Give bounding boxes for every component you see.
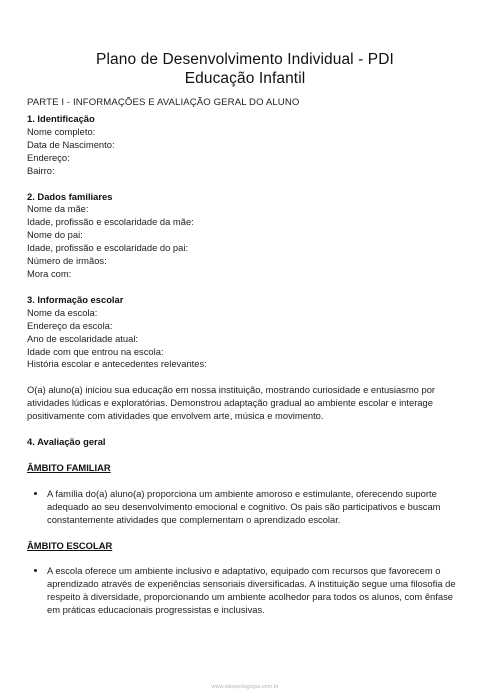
subheading-ambito-familiar: ÂMBITO FAMILIAR: [27, 461, 111, 473]
field-label: Nome do pai:: [27, 229, 83, 241]
field-label: Endereço:: [27, 151, 70, 163]
field-label: Nome completo:: [27, 125, 96, 137]
document-subtitle: Educação Infantil: [184, 70, 306, 87]
field-label: Nome da mãe:: [27, 203, 89, 215]
field-label: Mora com:: [27, 267, 72, 279]
footer-watermark: www.sitiopedagogia.com.br: [211, 684, 279, 690]
field-label: Número de irmãos:: [27, 255, 107, 267]
bullet-list-familiar: [27, 488, 467, 527]
field-label: Idade, profissão e escolaridade do pai:: [27, 242, 189, 254]
field-label: Ano de escolaridade atual:: [27, 332, 139, 344]
field-label: História escolar e antecedentes relevantes:: [27, 358, 207, 370]
bullet-list-escolar: [27, 565, 467, 617]
list-item: • A família do(a) aluno(a) proporciona um ambiente amoroso e estimulante, oferecendo suporte adequado ao seu desenvolvimento emocional e cognitivo. Os pais são participativos e buscam constantemente atividades que complementam o aprendizado escolar.: [47, 488, 467, 527]
section-heading-identificacao: 1. Identificação: [27, 113, 95, 124]
field-label: Bairro:: [27, 164, 55, 176]
field-label: Idade, profissão e escolaridade da mãe:: [27, 216, 194, 228]
section-heading-informacao-escolar: 3. Informação escolar: [27, 293, 124, 305]
document-title: Plano de Desenvolvimento Individual - PDI: [96, 51, 394, 68]
school-history-paragraph: O(a) aluno(a) iniciou sua educação em nossa instituição, mostrando curiosidade e entusiasmo por atividades lúdicas e exploratórias. Demonstrou adaptação gradual ao ambiente escolar e interage positivamente com atividades que envolvem arte, música e movimento.: [27, 384, 436, 422]
part-heading: PARTE I - INFORMAÇÕES E AVALIAÇÃO GERAL DO ALUNO: [27, 97, 300, 108]
section-heading-dados-familiares: 2. Dados familiares: [27, 190, 113, 202]
field-label: Endereço da escola:: [27, 319, 113, 331]
field-label: Idade com que entrou na escola:: [27, 345, 164, 357]
section-heading-avaliacao-geral: 4. Avaliação geral: [27, 436, 106, 448]
field-label: Nome da escola:: [27, 306, 98, 318]
list-item: • A escola oferece um ambiente inclusivo e adaptativo, equipado com recursos que favorecem o aprendizado através de experiências sensoriais diversificadas. A instituição segue uma filosofia de respeito à diversidade, proporcionando um ambiente acolhedor para todos os alunos, com ênfase em práticas educacionais progressistas e inclusivas.: [47, 565, 467, 617]
field-label: Data de Nascimento:: [27, 138, 115, 150]
document-body: [27, 113, 467, 617]
subheading-ambito-escolar: ÂMBITO ESCOLAR: [27, 539, 113, 551]
